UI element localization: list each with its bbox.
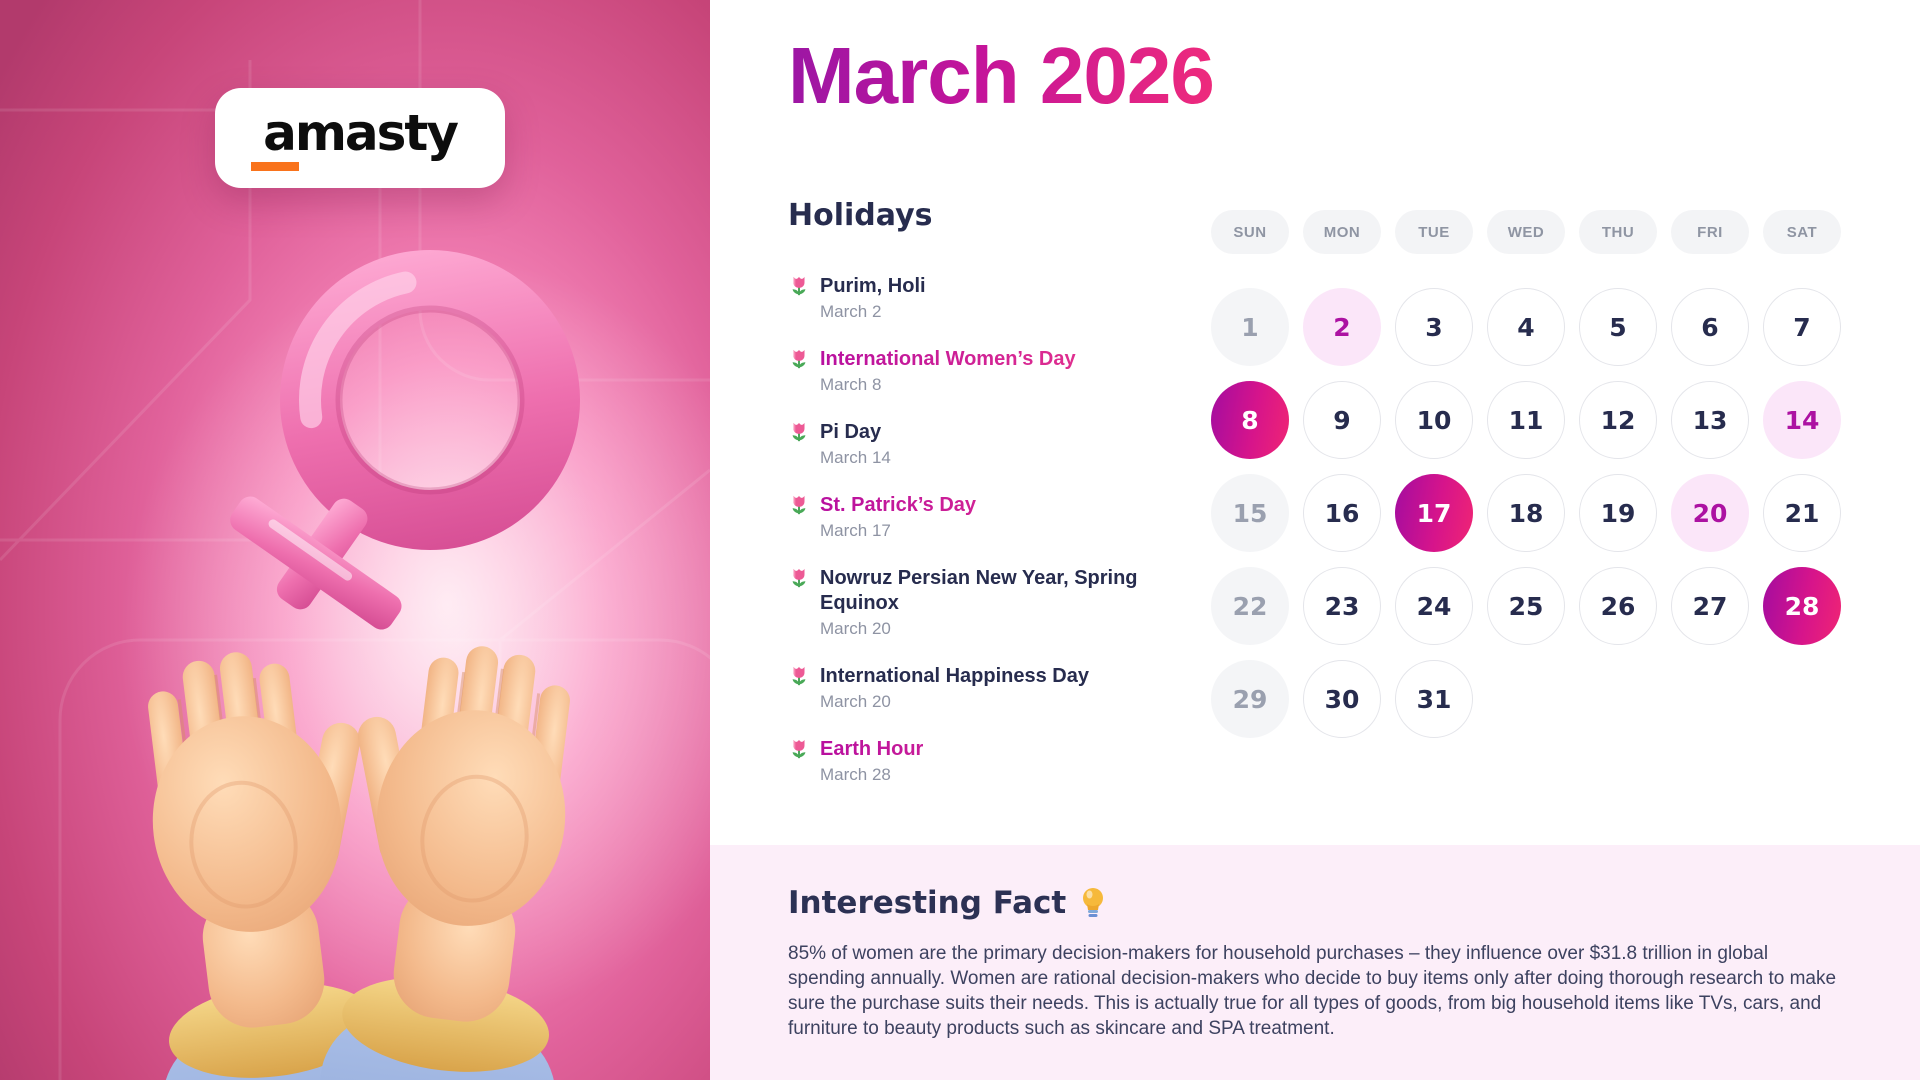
day-header-sat: SAT [1763,210,1841,254]
holiday-item [788,493,1148,542]
tulip-icon [788,665,810,687]
holiday-item [788,347,1148,396]
light-bulb-icon [1078,886,1108,920]
day-cell-17: 17 [1395,474,1473,552]
calendar [1211,210,1841,738]
day-header-mon: MON [1303,210,1381,254]
day-grid [1211,288,1841,738]
fact-heading [788,885,1108,921]
tulip-icon [788,567,810,589]
day-cell-30: 30 [1303,660,1381,738]
illustration-panel [0,0,710,1080]
day-cell-25: 25 [1487,567,1565,645]
day-cell-20: 20 [1671,474,1749,552]
day-cell-19: 19 [1579,474,1657,552]
day-header-fri: FRI [1671,210,1749,254]
day-cell-18: 18 [1487,474,1565,552]
day-cell-2: 2 [1303,288,1381,366]
day-cell-16: 16 [1303,474,1381,552]
logo-underline [251,162,299,171]
day-headers [1211,210,1841,254]
holiday-date: March 17 [820,521,891,540]
fact-heading-text: Interesting Fact [788,885,1067,921]
day-cell-22: 22 [1211,567,1289,645]
holiday-item [788,420,1148,469]
day-cell-1: 1 [1211,288,1289,366]
holiday-item [788,664,1148,713]
day-cell-5: 5 [1579,288,1657,366]
holiday-name: International Happiness Day [820,665,1089,687]
holiday-name: International Women’s Day [820,347,1140,372]
holiday-date: March 20 [820,619,891,638]
page-title: March 2026 [788,31,1214,120]
day-cell-13: 13 [1671,381,1749,459]
amasty-logo [215,88,505,188]
day-cell-6: 6 [1671,288,1749,366]
day-cell-9: 9 [1303,381,1381,459]
holiday-name: St. Patrick’s Day [820,493,1140,518]
tulip-icon [788,738,810,760]
tulip-icon [788,421,810,443]
holiday-item [788,566,1148,640]
day-cell-26: 26 [1579,567,1657,645]
day-cell-7: 7 [1763,288,1841,366]
day-cell-29: 29 [1211,660,1289,738]
day-cell-3: 3 [1395,288,1473,366]
tulip-icon [788,494,810,516]
day-cell-31: 31 [1395,660,1473,738]
holiday-date: March 14 [820,448,891,467]
holiday-name: Earth Hour [820,737,1140,762]
holiday-date: March 28 [820,765,891,784]
day-cell-4: 4 [1487,288,1565,366]
day-cell-14: 14 [1763,381,1841,459]
holidays-heading: Holidays [788,198,933,233]
holiday-name: Pi Day [820,421,882,443]
holiday-date: March 8 [820,375,882,394]
tulip-icon [788,348,810,370]
day-cell-11: 11 [1487,381,1565,459]
day-cell-10: 10 [1395,381,1473,459]
day-cell-27: 27 [1671,567,1749,645]
day-header-sun: SUN [1211,210,1289,254]
day-header-thu: THU [1579,210,1657,254]
amasty-logo-text: amasty [263,104,457,162]
holiday-name: Purim, Holi [820,275,926,297]
day-cell-23: 23 [1303,567,1381,645]
day-cell-8: 8 [1211,381,1289,459]
holiday-item [788,737,1148,786]
day-cell-21: 21 [1763,474,1841,552]
holiday-list [788,274,1148,810]
tulip-icon [788,275,810,297]
day-cell-24: 24 [1395,567,1473,645]
day-cell-12: 12 [1579,381,1657,459]
holiday-date: March 20 [820,692,891,711]
day-header-tue: TUE [1395,210,1473,254]
day-header-wed: WED [1487,210,1565,254]
holiday-item [788,274,1148,323]
interesting-fact-section [710,845,1920,1080]
day-cell-28: 28 [1763,567,1841,645]
fact-text: 85% of women are the primary decision-makers for household purchases – they influence over $31.8 trillion in global spending annually. Women are rational decision-makers who decide to buy items only after doing thorough research to make sure the purchase suits their needs. This is actually true for all types of goods, from big household items like TVs, cars, and furniture to beauty products such as skincare and SPA treatment. [788,943,1837,1039]
holiday-name: Nowruz Persian New Year, Spring Equinox [820,567,1138,614]
day-cell-15: 15 [1211,474,1289,552]
holiday-date: March 2 [820,302,882,321]
